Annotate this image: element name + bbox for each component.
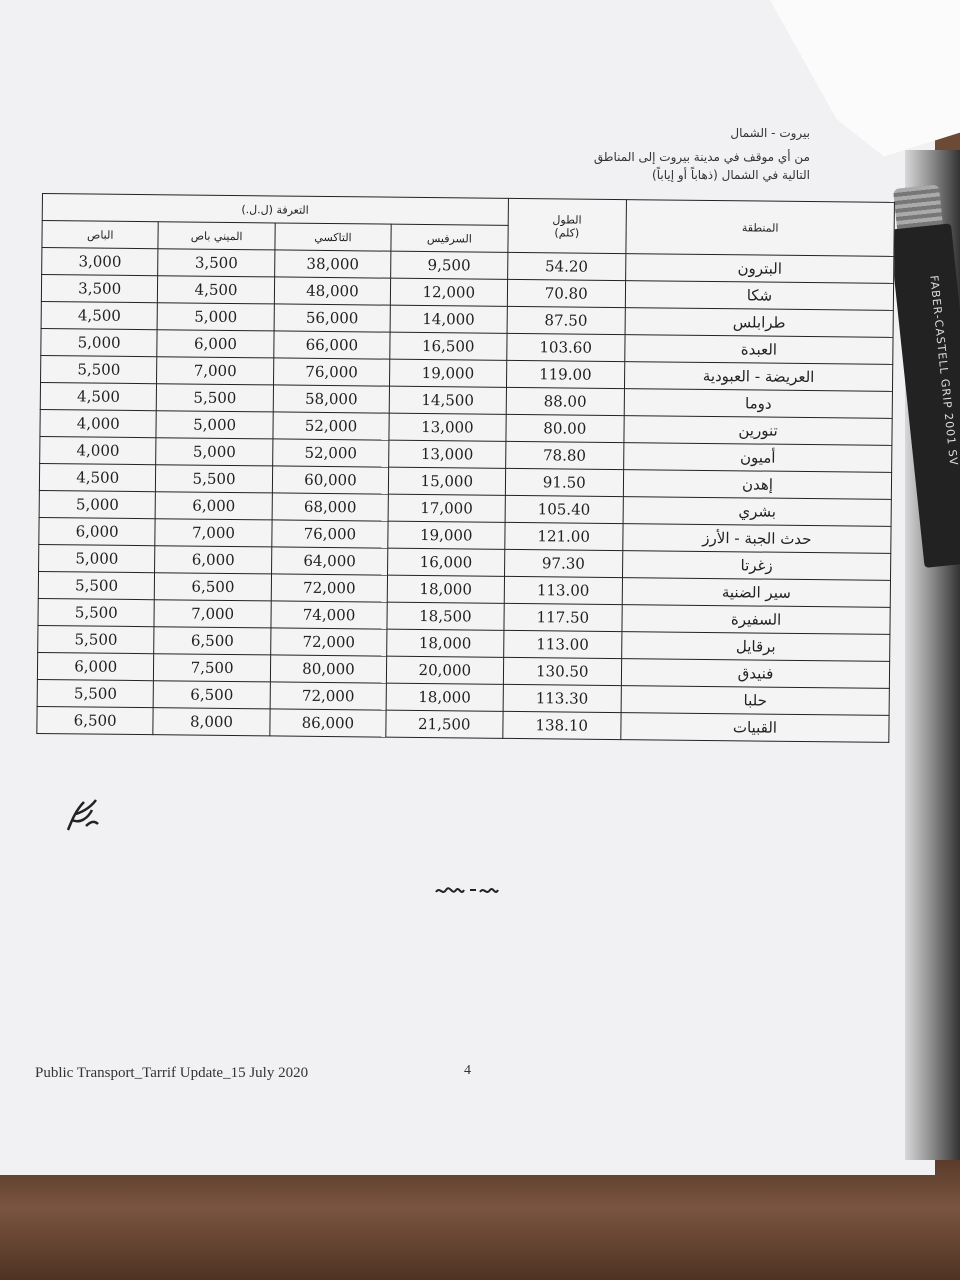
service-fare-cell: 9,500	[391, 251, 508, 279]
length-cell: 88.00	[506, 387, 625, 415]
bus-fare-cell: 5,500	[38, 625, 155, 653]
taxi-fare-cell: 68,000	[272, 493, 389, 521]
length-cell: 91.50	[505, 468, 624, 496]
length-cell: 138.10	[502, 711, 621, 739]
minibus-fare-cell: 6,000	[155, 546, 272, 574]
taxi-fare-cell: 58,000	[273, 385, 390, 413]
minibus-fare-cell: 7,000	[154, 600, 271, 628]
desk-surface	[0, 1160, 960, 1280]
region-cell: دوما	[624, 389, 892, 419]
bus-fare-cell: 5,000	[39, 544, 156, 572]
taxi-fare-cell: 56,000	[274, 304, 391, 332]
region-cell: العريضة - العبودية	[624, 362, 892, 392]
section-title: بيروت - الشمال	[730, 126, 810, 140]
bus-fare-cell: 4,500	[41, 301, 158, 329]
minibus-fare-cell: 5,500	[157, 384, 274, 412]
length-cell: 80.00	[505, 414, 624, 442]
bus-fare-cell: 5,500	[41, 355, 158, 383]
page-number: 4	[464, 1063, 471, 1078]
taxi-fare-cell: 76,000	[272, 520, 389, 548]
region-cell: شكا	[625, 281, 893, 311]
minibus-fare-cell: 7,000	[157, 357, 274, 385]
taxi-fare-cell: 76,000	[273, 358, 390, 386]
length-cell: 119.00	[506, 360, 625, 388]
pencil-model: GRIP 2001 SV	[938, 378, 960, 467]
service-fare-cell: 16,500	[390, 332, 507, 360]
taxi-fare-cell: 72,000	[270, 682, 387, 710]
bus-header: الباص	[42, 221, 159, 249]
length-cell: 130.50	[503, 657, 622, 685]
taxi-fare-cell: 66,000	[274, 331, 391, 359]
region-cell: فنيدق	[621, 659, 889, 689]
handwritten-signature	[62, 790, 102, 838]
minibus-fare-cell: 6,500	[154, 627, 271, 655]
minibus-fare-cell: 4,500	[158, 276, 275, 304]
minibus-fare-cell: 7,500	[154, 654, 271, 682]
service-fare-cell: 18,000	[387, 629, 504, 657]
service-fare-cell: 17,000	[388, 494, 505, 522]
region-cell: بشري	[623, 497, 891, 527]
description-line-1: من أي موقف في مدينة بيروت إلى المناطق	[593, 150, 810, 164]
service-fare-cell: 20,000	[387, 656, 504, 684]
footer-text: Public Transport_Tarrif Update_15 July 2020	[35, 1065, 309, 1081]
bus-fare-cell: 5,500	[38, 598, 155, 626]
pencil-brand: FABER-CASTELL	[927, 274, 951, 376]
taxi-fare-cell: 38,000	[274, 250, 391, 278]
region-cell: حلبا	[621, 686, 889, 716]
tariff-table-body	[37, 248, 894, 743]
length-header-unit: (كلم)	[554, 225, 580, 240]
length-cell: 121.00	[504, 522, 623, 550]
service-fare-cell: 21,500	[386, 710, 503, 738]
bus-fare-cell: 5,500	[37, 679, 154, 707]
taxi-fare-cell: 72,000	[271, 574, 388, 602]
length-cell: 113.00	[504, 576, 623, 604]
tariff-header: التعرفة (ل.ل.)	[42, 194, 508, 226]
bus-fare-cell: 5,000	[39, 490, 156, 518]
taxi-fare-cell: 80,000	[270, 655, 387, 683]
minibus-fare-cell: 6,500	[154, 681, 271, 709]
bus-fare-cell: 5,000	[41, 328, 158, 356]
bus-fare-cell: 6,500	[37, 706, 154, 734]
service-fare-cell: 18,000	[386, 683, 503, 711]
region-cell: السفيرة	[622, 605, 890, 635]
minibus-header: الميني باص	[158, 222, 275, 250]
region-cell: سير الضنية	[622, 578, 890, 608]
tariff-table	[36, 193, 895, 743]
initials-signature	[432, 878, 502, 902]
minibus-fare-cell: 5,000	[156, 438, 273, 466]
region-cell: تنورين	[624, 416, 892, 446]
service-fare-cell: 12,000	[390, 278, 507, 306]
taxi-header: التاكسي	[275, 223, 392, 251]
bus-fare-cell: 4,500	[39, 463, 156, 491]
taxi-fare-cell: 74,000	[271, 601, 388, 629]
length-cell: 78.80	[505, 441, 624, 469]
region-cell: البترون	[626, 254, 894, 284]
length-cell: 113.30	[503, 684, 622, 712]
taxi-fare-cell: 64,000	[271, 547, 388, 575]
region-cell: زغرتا	[623, 551, 891, 581]
region-cell: برقايل	[622, 632, 890, 662]
region-cell: طرابلس	[625, 308, 893, 338]
bus-fare-cell: 4,500	[40, 382, 157, 410]
service-fare-cell: 14,500	[389, 386, 506, 414]
service-fare-cell: 18,500	[387, 602, 504, 630]
taxi-fare-cell: 60,000	[272, 466, 389, 494]
region-cell: القبيات	[621, 713, 889, 743]
minibus-fare-cell: 6,000	[155, 492, 272, 520]
region-header: المنطقة	[626, 200, 895, 257]
service-fare-cell: 13,000	[389, 440, 506, 468]
length-cell: 113.00	[503, 630, 622, 658]
length-cell: 70.80	[507, 279, 626, 307]
region-cell: إهدن	[623, 470, 891, 500]
bus-fare-cell: 5,500	[38, 571, 155, 599]
bus-fare-cell: 3,500	[41, 275, 158, 303]
length-cell: 103.60	[506, 333, 625, 361]
taxi-fare-cell: 48,000	[274, 277, 391, 305]
description-line-2: التالية في الشمال (ذهاباً أو إياباً)	[652, 168, 810, 182]
bus-fare-cell: 6,000	[39, 517, 156, 545]
bus-fare-cell: 3,000	[42, 248, 159, 276]
taxi-fare-cell: 52,000	[272, 439, 389, 467]
minibus-fare-cell: 5,000	[156, 411, 273, 439]
service-fare-cell: 19,000	[390, 359, 507, 387]
service-fare-cell: 14,000	[390, 305, 507, 333]
length-header-label: الطول	[552, 212, 582, 227]
taxi-fare-cell: 52,000	[273, 412, 390, 440]
service-fare-cell: 19,000	[388, 521, 505, 549]
length-header	[507, 198, 626, 253]
taxi-fare-cell: 86,000	[270, 709, 387, 737]
bus-fare-cell: 4,000	[40, 409, 157, 437]
service-fare-cell: 15,000	[389, 467, 506, 495]
minibus-fare-cell: 5,000	[157, 303, 274, 331]
length-cell: 87.50	[507, 306, 626, 334]
length-cell: 97.30	[504, 549, 623, 577]
region-cell: حدث الجبة - الأرز	[623, 524, 891, 554]
length-cell: 117.50	[503, 603, 622, 631]
bus-fare-cell: 4,000	[40, 436, 157, 464]
region-cell: أميون	[624, 443, 892, 473]
minibus-fare-cell: 3,500	[158, 249, 275, 277]
minibus-fare-cell: 6,000	[157, 330, 274, 358]
minibus-fare-cell: 7,000	[155, 519, 272, 547]
service-fare-cell: 18,000	[387, 575, 504, 603]
service-header: السرفيس	[391, 224, 508, 252]
bus-fare-cell: 6,000	[37, 652, 154, 680]
service-fare-cell: 13,000	[389, 413, 506, 441]
minibus-fare-cell: 6,500	[155, 573, 272, 601]
taxi-fare-cell: 72,000	[270, 628, 387, 656]
minibus-fare-cell: 8,000	[153, 708, 270, 736]
length-cell: 54.20	[507, 252, 626, 280]
length-cell: 105.40	[505, 495, 624, 523]
service-fare-cell: 16,000	[388, 548, 505, 576]
region-cell: العبدة	[625, 335, 893, 365]
minibus-fare-cell: 5,500	[156, 465, 273, 493]
